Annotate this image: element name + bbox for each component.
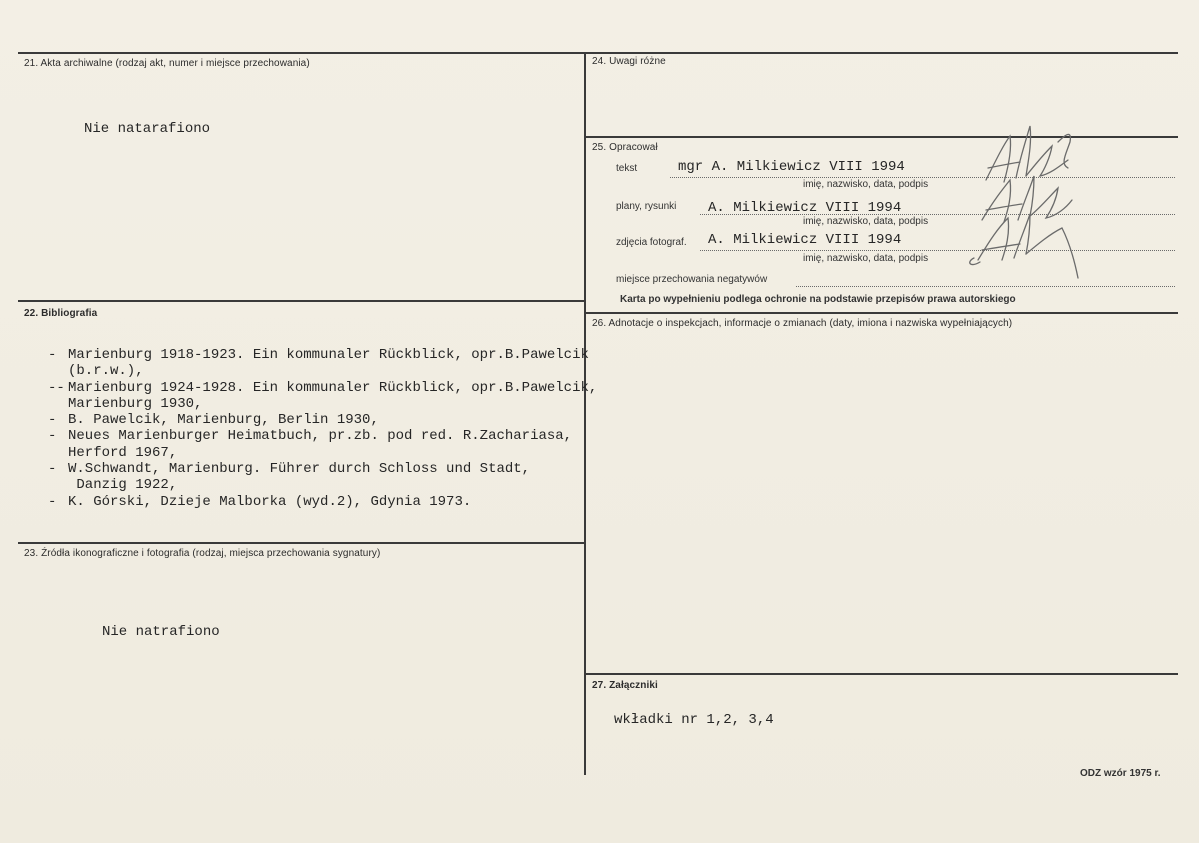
row-plany-hint: imię, nazwisko, data, podpis	[803, 216, 929, 227]
section-21-value: Nie natarafiono	[84, 121, 211, 137]
section-23-label: 23. Źródła ikonograficzne i fotografia (rodzaj, miejsca przechowania sygnatury)	[24, 548, 381, 559]
bibliography-item	[48, 412, 597, 428]
rule-22-23	[18, 542, 584, 544]
row-tekst-field: tekst	[616, 163, 638, 174]
row-zdjecia-field: zdjęcia fotograf.	[616, 237, 687, 248]
top-rule-right	[586, 52, 1178, 54]
rule-21-22	[18, 300, 584, 302]
bibliography-item	[48, 428, 597, 461]
section-22-label: 22. Bibliografia	[24, 308, 98, 319]
bibliography-dash: -	[48, 493, 57, 510]
form-id: ODZ wzór 1975 r.	[1080, 768, 1161, 779]
bibliography-list	[48, 347, 597, 510]
bibliography-dash: -	[48, 347, 57, 363]
section-27-label: 27. Załączniki	[592, 680, 658, 691]
rule-25-26	[586, 312, 1178, 314]
bibliography-dash: --	[48, 379, 65, 396]
row-tekst-hint: imię, nazwisko, data, podpis	[803, 179, 929, 190]
bibliography-item	[48, 461, 597, 494]
negatives-label: miejsce przechowania negatywów	[616, 274, 768, 285]
bibliography-item	[48, 494, 597, 510]
section-27-value: wkładki nr 1,2, 3,4	[614, 712, 774, 728]
row-plany-value: A. Milkiewicz VIII 1994	[708, 200, 902, 216]
bibliography-text: Marienburg 1924-1928. Ein kommunaler Rückblick, opr.B.Pawelcik, Marienburg 1930,	[68, 379, 598, 412]
bibliography-item	[48, 380, 597, 413]
section-24-label: 24. Uwagi różne	[592, 56, 666, 67]
bibliography-text: Marienburg 1918-1923. Ein kommunaler Rückblick, opr.B.Pawelcik (b.r.w.),	[68, 347, 589, 380]
row-zdjecia-value: A. Milkiewicz VIII 1994	[708, 232, 902, 248]
row-zdjecia-hint: imię, nazwisko, data, podpis	[803, 253, 929, 264]
row-plany-field: plany, rysunki	[616, 201, 677, 212]
row-plany-line	[700, 214, 1175, 215]
bibliography-text: Neues Marienburger Heimatbuch, pr.zb. pod red. R.Zachariasa, Herford 1967,	[68, 428, 573, 461]
copyright-notice: Karta po wypełnieniu podlega ochronie na podstawie przepisów prawa autorskiego	[620, 294, 1016, 305]
section-26-label: 26. Adnotacje o inspekcjach, informacje o zmianach (daty, imiona i nazwiska wypełniających)	[592, 318, 1013, 329]
negatives-line	[796, 286, 1175, 287]
bibliography-text: B. Pawelcik, Marienburg, Berlin 1930,	[68, 412, 379, 429]
row-zdjecia-line	[700, 250, 1175, 251]
bibliography-dash: -	[48, 461, 57, 478]
section-21-label: 21. Akta archiwalne (rodzaj akt, numer i miejsce przechowania)	[24, 58, 310, 69]
bibliography-dash: -	[48, 428, 57, 445]
section-25-label: 25. Opracował	[592, 142, 658, 153]
bibliography-text: K. Górski, Dzieje Malborka (wyd.2), Gdynia 1973.	[68, 493, 472, 510]
row-tekst-line	[670, 177, 1175, 178]
top-rule-left	[18, 52, 584, 54]
rule-26-27	[586, 673, 1178, 675]
row-tekst-value: mgr A. Milkiewicz VIII 1994	[678, 159, 905, 175]
bibliography-text: W.Schwandt, Marienburg. Führer durch Schloss und Stadt, Danzig 1922,	[68, 461, 531, 494]
bibliography-item	[48, 347, 597, 380]
bibliography-dash: -	[48, 412, 57, 429]
handwritten-signatures	[968, 116, 1098, 286]
section-23-value: Nie natrafiono	[102, 624, 220, 640]
